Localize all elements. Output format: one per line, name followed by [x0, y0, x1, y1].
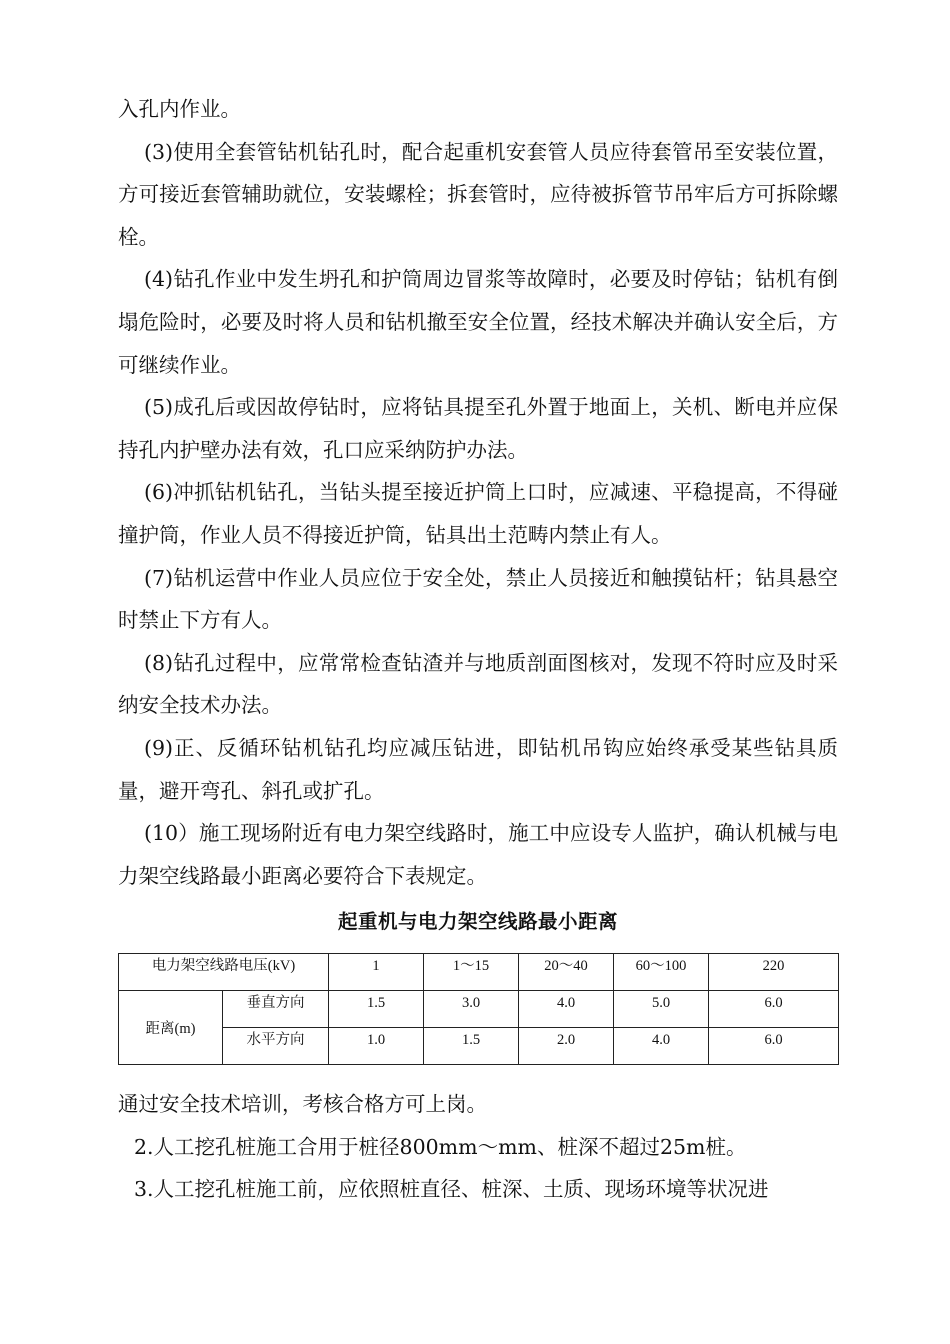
value-cell: 1.0 [329, 1028, 424, 1065]
voltage-header-cell: 电力架空线路电压(kV) [119, 954, 329, 991]
voltage-cell: 1 [329, 954, 424, 991]
paragraph-item-10: (10）施工现场附近有电力架空线路时，施工中应设专人监护，确认机械与电力架空线路最小距离必要符合下表规定。 [118, 821, 838, 888]
value-cell: 3.0 [424, 991, 519, 1028]
paragraph-item-6: (6)冲抓钻机钻孔，当钻头提至接近护筒上口时，应减速、平稳提高，不得碰撞护筒，作业人员不得接近护筒，钻具出土范畴内禁止有人。 [118, 480, 838, 547]
paragraph-item-7: (7)钻机运营中作业人员应位于安全处，禁止人员接近和触摸钻杆；钻具悬空时禁止下方有人。 [118, 565, 838, 633]
value-cell: 5.0 [614, 991, 709, 1028]
paragraph-item-3: (3)使用全套管钻机钻孔时，配合起重机安套管人员应待套管吊至安装位置，方可接近套管辅助就位，安装螺栓；拆套管时，应待被拆管节吊牢后方可拆除螺栓。 [118, 139, 838, 249]
value-cell: 4.0 [519, 991, 614, 1028]
voltage-cell: 20～40 [519, 954, 614, 991]
voltage-cell: 1～15 [424, 954, 519, 991]
paragraph-continuation: 入孔内作业。 [118, 97, 241, 121]
table-header-row [119, 954, 839, 991]
paragraph-item-2-manual-pile: 2.人工挖孔桩施工合用于桩径800mm～mm、桩深不超过25m桩。 [134, 1134, 747, 1159]
paragraph-training: 通过安全技术培训，考核合格方可上岗。 [118, 1092, 487, 1117]
table-row-vertical [119, 991, 839, 1028]
value-cell: 1.5 [329, 991, 424, 1028]
value-cell: 6.0 [709, 1028, 839, 1065]
paragraph-item-3-manual-pile: 3.人工挖孔桩施工前，应依照桩直径、桩深、土质、现场环境等状况进 [134, 1177, 769, 1202]
distance-group-cell: 距离(m) [119, 991, 223, 1065]
direction-label-cell: 垂直方向 [223, 991, 329, 1028]
distance-table [118, 953, 839, 1065]
voltage-cell: 60～100 [614, 954, 709, 991]
paragraph-item-4: (4)钻孔作业中发生坍孔和护筒周边冒浆等故障时，必要及时停钻；钻机有倒塌危险时，必要及时将人员和钻机撤至安全位置，经技术解决并确认安全后，方可继续作业。 [118, 267, 838, 377]
document-page [118, 88, 838, 1211]
value-cell: 4.0 [614, 1028, 709, 1065]
direction-label-cell: 水平方向 [223, 1028, 329, 1065]
paragraph-item-9: (9)正、反循环钻机钻孔均应减压钻进，即钻机吊钩应始终承受某些钻具质量，避开弯孔、斜孔或扩孔。 [118, 735, 838, 803]
value-cell: 6.0 [709, 991, 839, 1028]
voltage-cell: 220 [709, 954, 839, 991]
value-cell: 2.0 [519, 1028, 614, 1065]
table-title: 起重机与电力架空线路最小距离 [337, 910, 618, 934]
table-row-horizontal [119, 1028, 839, 1065]
paragraph-item-5: (5)成孔后或因故停钻时，应将钻具提至孔外置于地面上，关机、断电并应保持孔内护壁办法有效，孔口应采纳防护办法。 [118, 395, 838, 462]
value-cell: 1.5 [424, 1028, 519, 1065]
paragraph-item-8: (8)钻孔过程中，应常常检查钻渣并与地质剖面图核对，发现不符时应及时采纳安全技术办法。 [118, 650, 838, 718]
